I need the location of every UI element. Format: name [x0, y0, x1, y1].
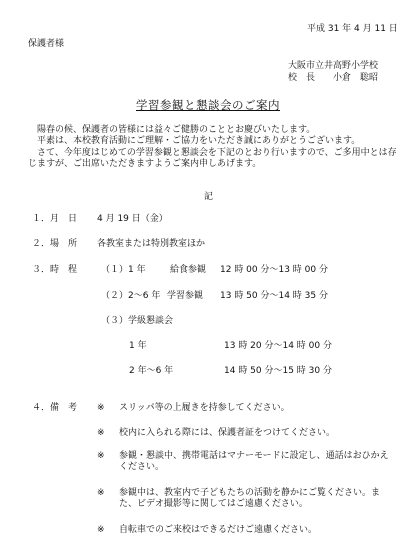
addressee: 保護者様	[28, 39, 65, 49]
sender-principal: 校 長 小倉 聡昭	[288, 73, 379, 83]
item-date-label: １．月 日	[32, 214, 78, 224]
note-mark: ※	[97, 525, 105, 535]
note-mark: ※	[97, 428, 105, 438]
sender-school: 大阪市立井高野小学校	[288, 61, 379, 71]
note-text: スリッパ等の上履きを持参してください。	[119, 403, 290, 413]
schedule-row-time: 13 時 50 分～14 時 35 分	[220, 291, 328, 301]
document-date: 平成 31 年 4 月 11 日	[307, 24, 398, 34]
intro-line: さて、今年度はじめての学習参観と懇談会を下記のとおり行いますので、ご多用中とは存じますが、ご出席いただきますようご案内申しあげます。	[28, 147, 397, 169]
schedule-row-num: （２）2～6 年	[101, 291, 161, 301]
item-notes-label: ４．備 考	[32, 403, 78, 413]
schedule-row-time: 12 時 00 分～13 時 00 分	[220, 265, 328, 275]
item-date-value: 4 月 19 日（金）	[97, 214, 168, 224]
schedule-row-type: 学習参観	[167, 291, 204, 301]
intro-paragraph	[28, 125, 400, 170]
item-place-value: 各教室または特別教室ほか	[97, 239, 206, 249]
kondan-grade: 1 年	[129, 341, 147, 351]
note-mark: ※	[97, 403, 105, 413]
kondan-time: 13 時 20 分～14 時 00 分	[224, 341, 332, 351]
kondan-heading: （３）学級懇談会	[101, 316, 174, 326]
ki-marker: 記	[204, 192, 214, 202]
schedule-row-num: （１）1 年	[101, 265, 146, 275]
schedule-row-type: 給食参観	[170, 265, 207, 275]
page-title: 学習参観と懇談会のご案内	[136, 98, 280, 112]
note-mark: ※	[97, 488, 105, 498]
item-place-label: ２．場 所	[32, 239, 78, 249]
note-text: 参観・懇談中、携帯電話はマナーモードに設定し、通話はおひかえください。	[119, 451, 389, 473]
kondan-grade: 2 年～6 年	[129, 366, 174, 376]
kondan-time: 14 時 50 分～15 時 30 分	[224, 366, 332, 376]
intro-line: 平素は、本校教育活動にご理解・ご協力をいただき誠にありがとうございます。	[37, 136, 361, 147]
note-text: 参観中は、教室内で子どもたちの活動を静かにご覧ください。また、ビデオ撮影等に関してはご遠慮ください。	[119, 488, 381, 510]
note-text: 校内に入られる際には、保護者証をつけてください。	[119, 428, 336, 438]
note-mark: ※	[97, 451, 105, 461]
note-text: 自転車でのご来校はできるだけご遠慮ください。	[119, 525, 318, 535]
intro-line: 陽春の候、保護者の皆様には益々ご健勝のこととお慶びいたします。	[37, 125, 316, 135]
item-schedule-label: ３．時 程	[32, 265, 78, 275]
